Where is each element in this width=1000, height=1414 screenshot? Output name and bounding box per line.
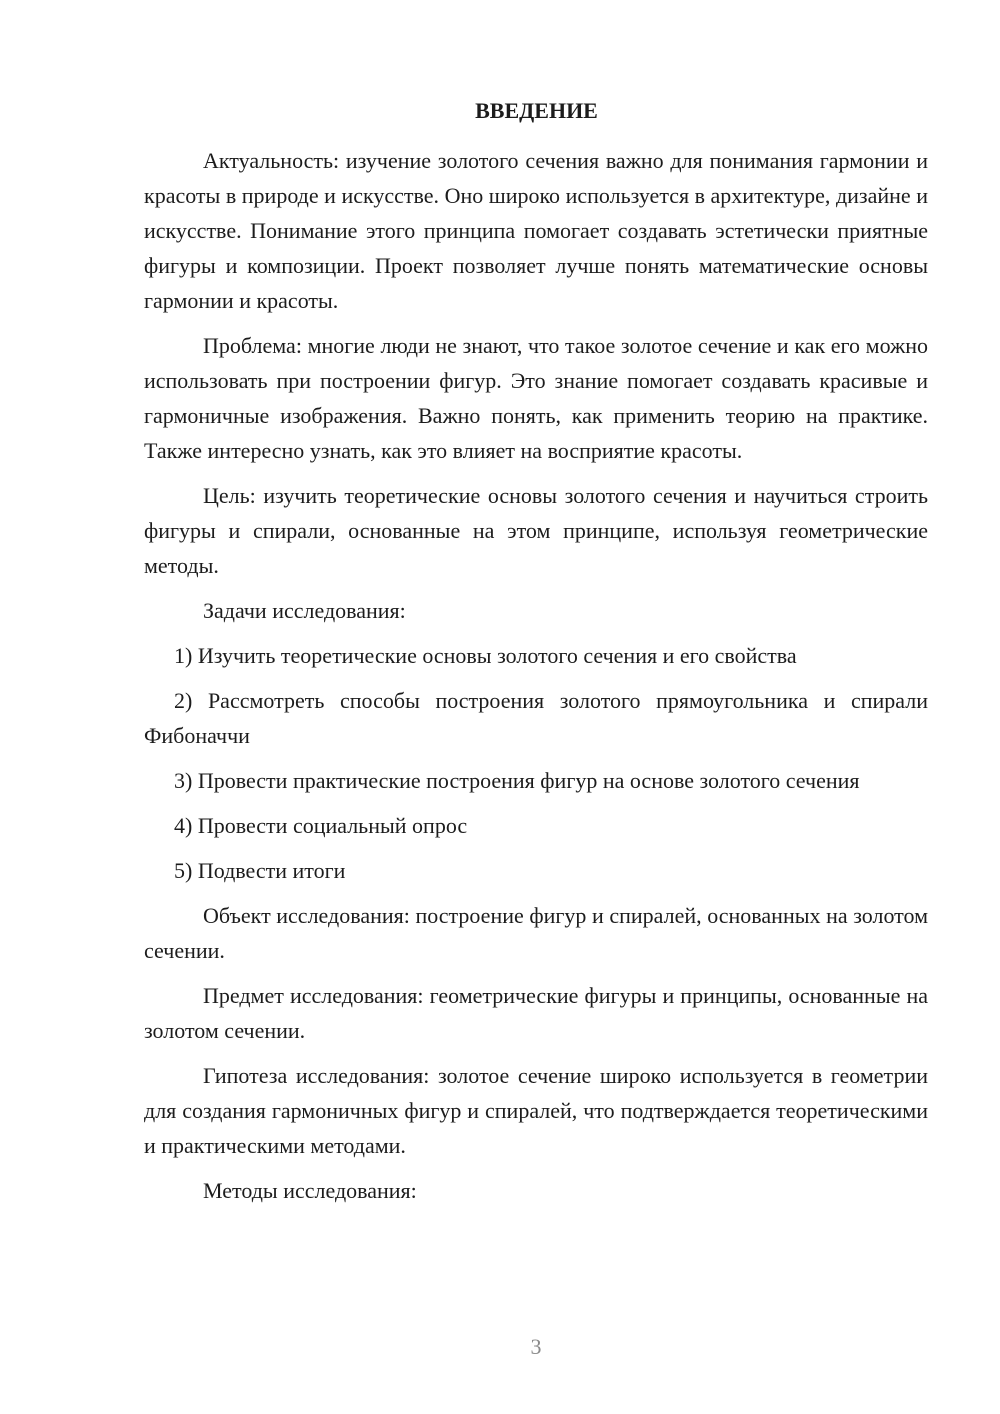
goal-paragraph: Цель: изучить теоретические основы золотого сечения и научиться строить фигуры и спирали, основанные на этом принципе, используя геометрические методы. xyxy=(144,483,928,578)
tasks-title: Задачи исследования: xyxy=(203,598,406,623)
page-heading: ВВЕДЕНИЕ xyxy=(475,98,598,123)
object-paragraph: Объект исследования: построение фигур и спиралей, основанных на золотом сечении. xyxy=(144,903,928,963)
task-item: 5) Подвести итоги xyxy=(174,858,346,883)
problem-paragraph: Проблема: многие люди не знают, что такое золотое сечение и как его можно использовать при построении фигур. Это знание помогает создавать красивые и гармоничные изображения. Важно понять, как применить теорию на практике. Также интересно узнать, как это влияет на восприятие красоты. xyxy=(144,333,928,463)
task-item: 3) Провести практические построения фигур на основе золотого сечения xyxy=(174,768,860,793)
methods-title: Методы исследования: xyxy=(203,1178,417,1203)
task-item: 2) Рассмотреть способы построения золотого прямоугольника и спирали Фибоначчи xyxy=(144,688,928,748)
relevance-paragraph: Актуальность: изучение золотого сечения важно для понимания гармонии и красоты в природе и искусстве. Оно широко используется в архитектуре, дизайне и искусстве. Понимание этого принципа помогает создавать эстетически приятные фигуры и композиции. Проект позволяет лучше понять математические основы гармонии и красоты. xyxy=(144,148,928,313)
page-number: 3 xyxy=(530,1334,542,1359)
task-item: 1) Изучить теоретические основы золотого сечения и его свойства xyxy=(174,643,797,668)
task-item: 4) Провести социальный опрос xyxy=(174,813,468,838)
subject-paragraph: Предмет исследования: геометрические фигуры и принципы, основанные на золотом сечении. xyxy=(144,983,928,1043)
document-page xyxy=(144,96,928,1218)
hypothesis-paragraph: Гипотеза исследования: золотое сечение широко используется в геометрии для создания гармоничных фигур и спиралей, что подтверждается теоретическими и практическими методами. xyxy=(144,1063,928,1158)
